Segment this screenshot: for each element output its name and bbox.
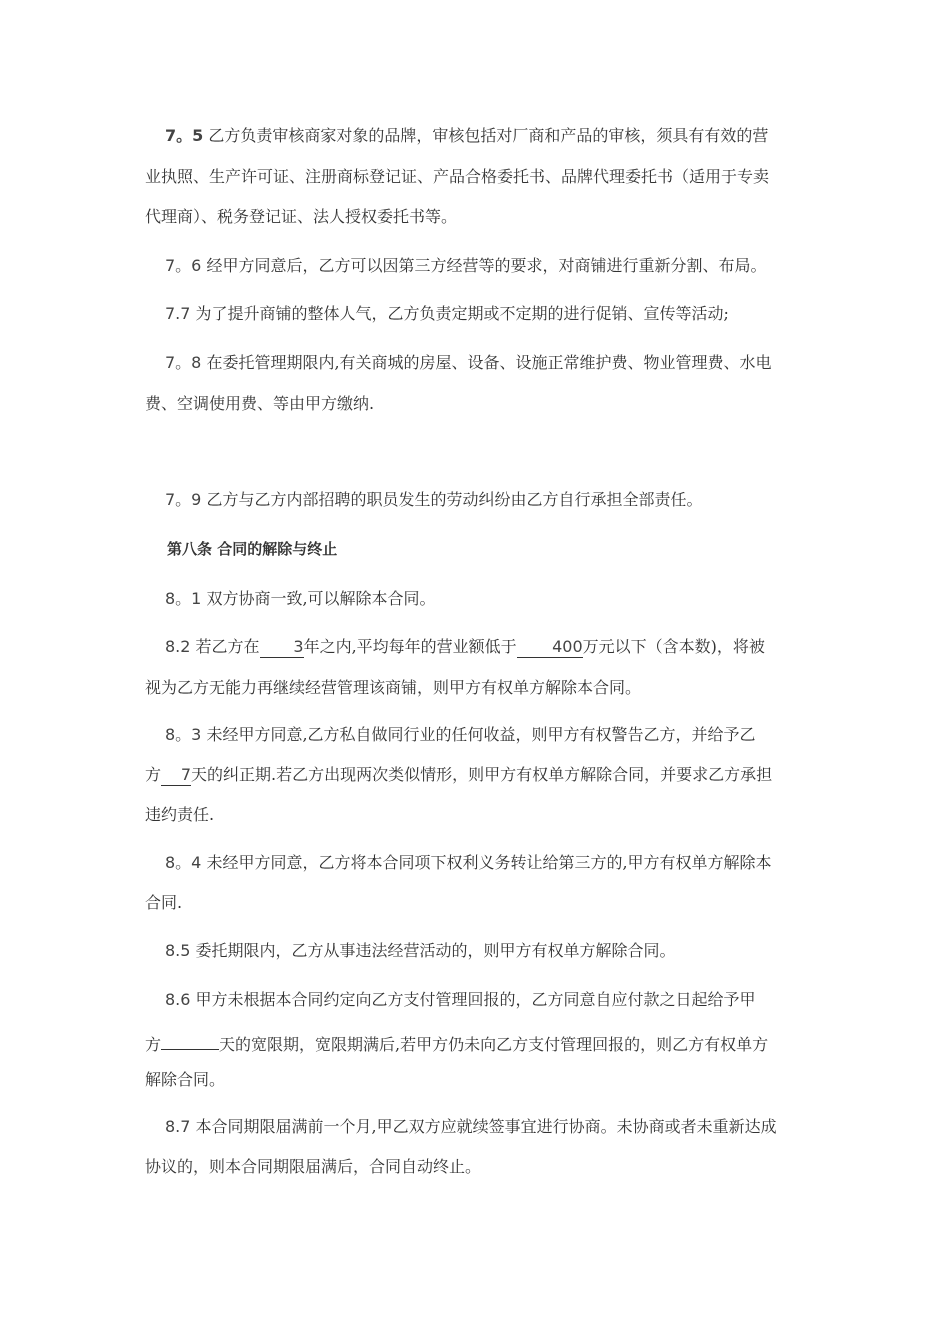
clause-number: 7。8: [165, 353, 202, 372]
clause-text: 委托期限内，乙方从事违法经营活动的，则甲方有权单方解除合同。: [195, 941, 676, 960]
clause-8-1-line-1: [165, 588, 436, 610]
clause-number: 7。5: [165, 126, 204, 145]
clause-text-post: 天的纠正期.若乙方出现两次类似情形，则甲方有权单方解除合同，并要求乙方承担: [191, 765, 773, 784]
clause-text: 未经甲方同意，乙方将本合同项下权利义务转让给第三方的,甲方有权单方解除本: [206, 853, 772, 872]
clause-number: 8。4: [165, 853, 202, 872]
clause-text-pre: 若乙方在: [195, 637, 260, 656]
clause-number: 8.7: [165, 1117, 191, 1136]
clause-8-3-line-1: [165, 724, 756, 746]
article-8-heading: 第八条 合同的解除与终止: [167, 540, 338, 558]
clause-number: 7.7: [165, 304, 191, 323]
clause-number: 8.2: [165, 637, 191, 656]
clause-8-7-line-1: [165, 1116, 777, 1138]
clause-8-4-line-2: 合同.: [145, 893, 183, 912]
clause-8-3-line-2: [145, 764, 772, 786]
clause-number: 8.6: [165, 990, 191, 1009]
clause-text: 乙方负责审核商家对象的品牌，审核包括对厂商和产品的审核，须具有有效的营: [208, 126, 769, 145]
clause-8-4-line-1: [165, 852, 772, 874]
clause-8-2-line-2: 视为乙方无能力再继续经营管理该商铺，则甲方有权单方解除本合同。: [145, 678, 642, 697]
clause-text-mid: 年之内,平均每年的营业额低于: [303, 637, 517, 656]
clause-7-9-line-1: [165, 489, 702, 511]
days-blank: 7: [161, 765, 191, 786]
clause-7-5-line-2: 业执照、生产许可证、注册商标登记证、产品合格委托书、品牌代理委托书（适用于专卖: [145, 167, 770, 186]
days-blank: [161, 1029, 219, 1050]
clause-number: 7。9: [165, 490, 202, 509]
amount-blank: 400: [517, 637, 583, 658]
clause-8-3-line-3: 违约责任.: [145, 805, 215, 824]
clause-7-5-line-1: [165, 125, 768, 147]
clause-text: 未经甲方同意,乙方私自做同行业的任何收益，则甲方有权警告乙方，并给予乙: [206, 725, 756, 744]
clause-number: 7。6: [165, 256, 202, 275]
clause-8-2-line-1: [165, 636, 765, 658]
clause-text: 甲方未根据本合同约定向乙方支付管理回报的，乙方同意自应付款之日起给予甲: [195, 990, 756, 1009]
clause-7-6-line-1: [165, 255, 766, 277]
clause-8-6-line-2: [145, 1029, 769, 1054]
clause-text: 双方协商一致,可以解除本合同。: [206, 589, 436, 608]
years-blank: 3: [260, 637, 304, 658]
clause-text-post: 万元以下（含本数)，将被: [582, 637, 765, 656]
clause-text: 经甲方同意后，乙方可以因第三方经营等的要求，对商铺进行重新分割、布局。: [206, 256, 767, 275]
clause-7-8-line-1: [165, 352, 772, 374]
clause-8-7-line-2: 协议的，则本合同期限届满后，合同自动终止。: [145, 1157, 482, 1176]
clause-text: 为了提升商铺的整体人气，乙方负责定期或不定期的进行促销、宣传等活动;: [195, 304, 729, 323]
clause-number: 8。3: [165, 725, 202, 744]
clause-number: 8。1: [165, 589, 202, 608]
clause-number: 8.5: [165, 941, 191, 960]
clause-text: 本合同期限届满前一个月,甲乙双方应就续签事宜进行协商。未协商或者未重新达成: [195, 1117, 777, 1136]
clause-8-5-line-1: [165, 940, 676, 962]
clause-8-6-line-1: [165, 989, 756, 1011]
clause-text-pre: 方: [145, 765, 162, 784]
clause-text-pre: 方: [145, 1035, 162, 1054]
clause-text: 在委托管理期限内,有关商城的房屋、设备、设施正常维护费、物业管理费、水电: [206, 353, 772, 372]
clause-7-5-line-3: 代理商）、税务登记证、法人授权委托书等。: [145, 207, 458, 226]
clause-8-6-line-3: 解除合同。: [145, 1070, 226, 1089]
clause-text: 乙方与乙方内部招聘的职员发生的劳动纠纷由乙方自行承担全部责任。: [206, 490, 703, 509]
clause-7-7-line-1: [165, 303, 729, 325]
clause-text-post: 天的宽限期，宽限期满后,若甲方仍未向乙方支付管理回报的，则乙方有权单方: [219, 1035, 769, 1054]
clause-7-8-line-2: 费、空调使用费、等由甲方缴纳.: [145, 394, 375, 413]
